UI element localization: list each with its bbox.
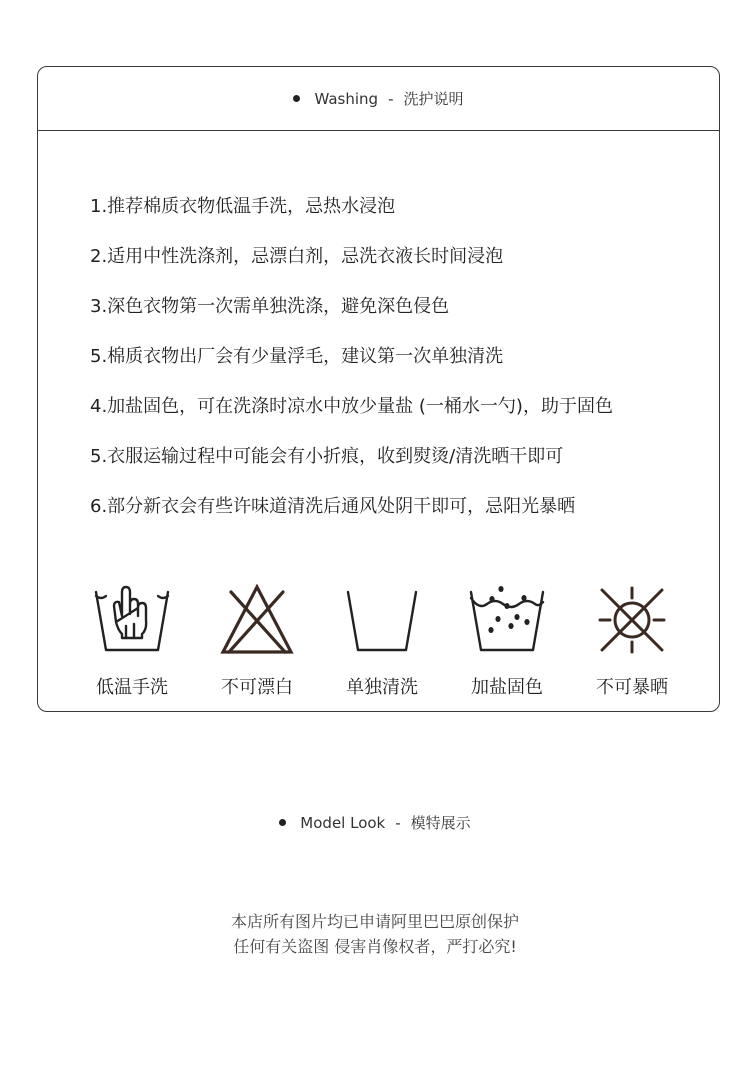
instruction-item: 3.深色衣物第一次需单独洗涤，避免深色侵色 — [90, 296, 450, 317]
care-instructions-card — [37, 66, 720, 712]
instruction-item: 5.棉质衣物出厂会有少量浮毛，建议第一次单独清洗 — [90, 346, 504, 367]
salt-wash-icon — [467, 584, 547, 656]
notice-line-1: 本店所有图片均已申请阿里巴巴原创保护 — [230, 912, 519, 931]
instruction-item: 4.加盐固色，可在洗涤时凉水中放少量盐 (一桶水一勺)，助于固色 — [90, 396, 613, 417]
care-title-cn: 洗护说明 — [403, 90, 464, 108]
care-symbol-wash-tub — [327, 584, 437, 699]
care-symbol-salt-wash — [452, 584, 562, 699]
care-title-en: Washing — [314, 89, 379, 108]
instruction-item: 2.适用中性洗涤剂，忌漂白剂，忌洗衣液长时间浸泡 — [90, 246, 504, 267]
title-separator: - — [395, 813, 401, 832]
copyright-notice — [0, 909, 750, 959]
care-symbol-no-bleach — [202, 584, 312, 699]
care-symbol-no-sun-dry — [577, 584, 687, 699]
symbol-label: 低温手洗 — [96, 677, 168, 698]
care-symbol-hand-wash — [77, 584, 187, 699]
title-separator: - — [388, 89, 394, 108]
no-sun-dry-icon — [592, 584, 672, 656]
symbol-label: 单独清洗 — [346, 677, 418, 698]
wash-tub-icon — [342, 584, 422, 656]
care-header — [38, 67, 719, 131]
instruction-item: 5.衣服运输过程中可能会有小折痕，收到熨烫/清洗晒干即可 — [90, 446, 564, 467]
symbol-label: 不可暴晒 — [596, 677, 668, 698]
hand-wash-icon — [92, 584, 172, 656]
bullet-dot-icon — [279, 819, 286, 826]
bullet-dot-icon — [293, 95, 300, 102]
instruction-item: 1.推荐棉质衣物低温手洗，忌热水浸泡 — [90, 196, 396, 217]
model-look-title — [0, 812, 750, 833]
model-title-cn: 模特展示 — [410, 814, 471, 832]
notice-line-2: 任何有关盗图 侵害肖像权者，严打必究! — [233, 937, 517, 956]
care-symbols-row — [38, 584, 719, 699]
instruction-item: 6.部分新衣会有些许味道清洗后通风处阴干即可，忌阳光暴晒 — [90, 496, 576, 517]
instruction-list — [90, 195, 613, 545]
no-bleach-icon — [217, 584, 297, 656]
model-title-en: Model Look — [300, 813, 386, 832]
symbol-label: 加盐固色 — [471, 677, 543, 698]
symbol-label: 不可漂白 — [221, 677, 293, 698]
